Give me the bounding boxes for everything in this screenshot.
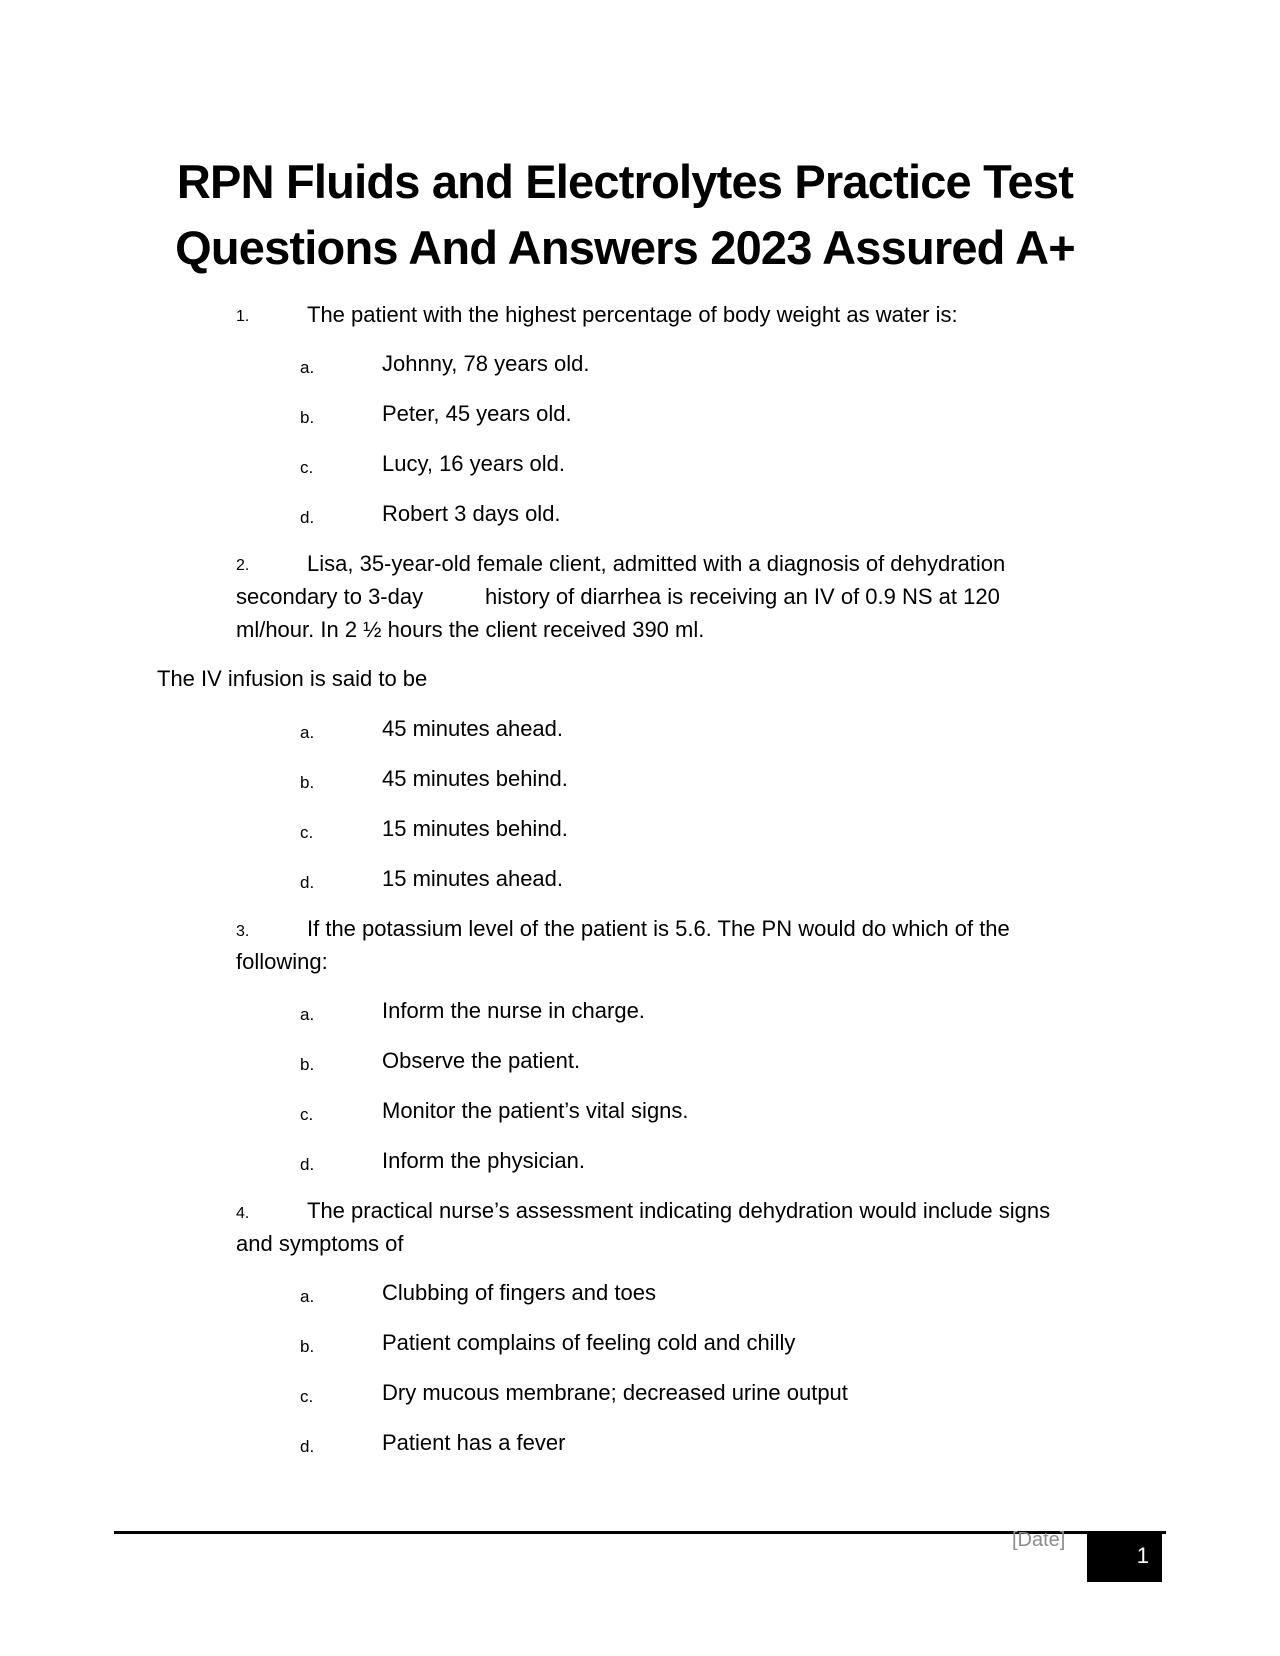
question-text-line-2a: secondary to 3-day bbox=[236, 584, 424, 609]
question-text-line-3: ml/hour. In 2 ½ hours the client received 390 ml. bbox=[236, 617, 705, 642]
option-letter: a. bbox=[300, 1005, 315, 1024]
option-text: Lucy, 16 years old. bbox=[382, 451, 566, 476]
option-letter: a. bbox=[300, 1287, 315, 1306]
page-number: 1 bbox=[1136, 1543, 1149, 1568]
question-text: The patient with the highest percentage of body weight as water is: bbox=[307, 302, 958, 327]
option-text: Robert 3 days old. bbox=[382, 501, 561, 526]
option-text: Inform the physician. bbox=[382, 1148, 585, 1173]
option-letter: c. bbox=[300, 823, 314, 842]
footer-date-placeholder: [Date] bbox=[1012, 1529, 1066, 1551]
option-letter: a. bbox=[300, 723, 315, 742]
option-text: Patient complains of feeling cold and chilly bbox=[382, 1330, 796, 1355]
question-stem: The IV infusion is said to be bbox=[157, 666, 428, 691]
option-text: Peter, 45 years old. bbox=[382, 401, 572, 426]
option-letter: c. bbox=[300, 1105, 314, 1124]
option-text: 15 minutes behind. bbox=[382, 816, 568, 841]
question-number: 3. bbox=[236, 923, 250, 940]
question-text-line-2b: history of diarrhea is receiving an IV of 0.9 NS at 120 bbox=[485, 584, 1000, 609]
footer-divider bbox=[114, 1531, 1166, 1534]
option-letter: d. bbox=[300, 1437, 315, 1456]
question-number: 1. bbox=[236, 308, 250, 325]
option-letter: b. bbox=[300, 408, 315, 427]
option-letter: b. bbox=[300, 1055, 315, 1074]
document-title-line-1: RPN Fluids and Electrolytes Practice Test bbox=[176, 155, 1074, 208]
option-text: Inform the nurse in charge. bbox=[382, 998, 645, 1023]
option-text: Monitor the patient’s vital signs. bbox=[382, 1098, 689, 1123]
document-title-line-2: Questions And Answers 2023 Assured A+ bbox=[175, 221, 1075, 274]
option-letter: d. bbox=[300, 873, 315, 892]
option-text: 15 minutes ahead. bbox=[382, 866, 564, 891]
option-text: Clubbing of fingers and toes bbox=[382, 1280, 656, 1305]
option-letter: c. bbox=[300, 458, 314, 477]
option-letter: b. bbox=[300, 1337, 315, 1356]
option-letter: c. bbox=[300, 1387, 314, 1406]
question-number: 2. bbox=[236, 557, 250, 574]
option-letter: d. bbox=[300, 1155, 315, 1174]
question-text-line-1: Lisa, 35-year-old female client, admitted with a diagnosis of dehydration bbox=[307, 551, 1006, 576]
option-letter: d. bbox=[300, 508, 315, 527]
question-text-line-2: and symptoms of bbox=[236, 1231, 404, 1256]
option-text: 45 minutes ahead. bbox=[382, 716, 564, 741]
option-letter: b. bbox=[300, 773, 315, 792]
option-text: 45 minutes behind. bbox=[382, 766, 568, 791]
option-text: Dry mucous membrane; decreased urine output bbox=[382, 1380, 848, 1405]
option-letter: a. bbox=[300, 358, 315, 377]
question-text-line-2: following: bbox=[236, 949, 328, 974]
page-number-box bbox=[1087, 1531, 1162, 1582]
question-text-line-1: The practical nurse’s assessment indicating dehydration would include signs bbox=[307, 1198, 1051, 1223]
option-text: Observe the patient. bbox=[382, 1048, 581, 1073]
option-text: Patient has a fever bbox=[382, 1430, 566, 1455]
question-text-line-1: If the potassium level of the patient is 5.6. The PN would do which of the bbox=[307, 916, 1010, 941]
option-text: Johnny, 78 years old. bbox=[382, 351, 590, 376]
question-number: 4. bbox=[236, 1205, 250, 1222]
